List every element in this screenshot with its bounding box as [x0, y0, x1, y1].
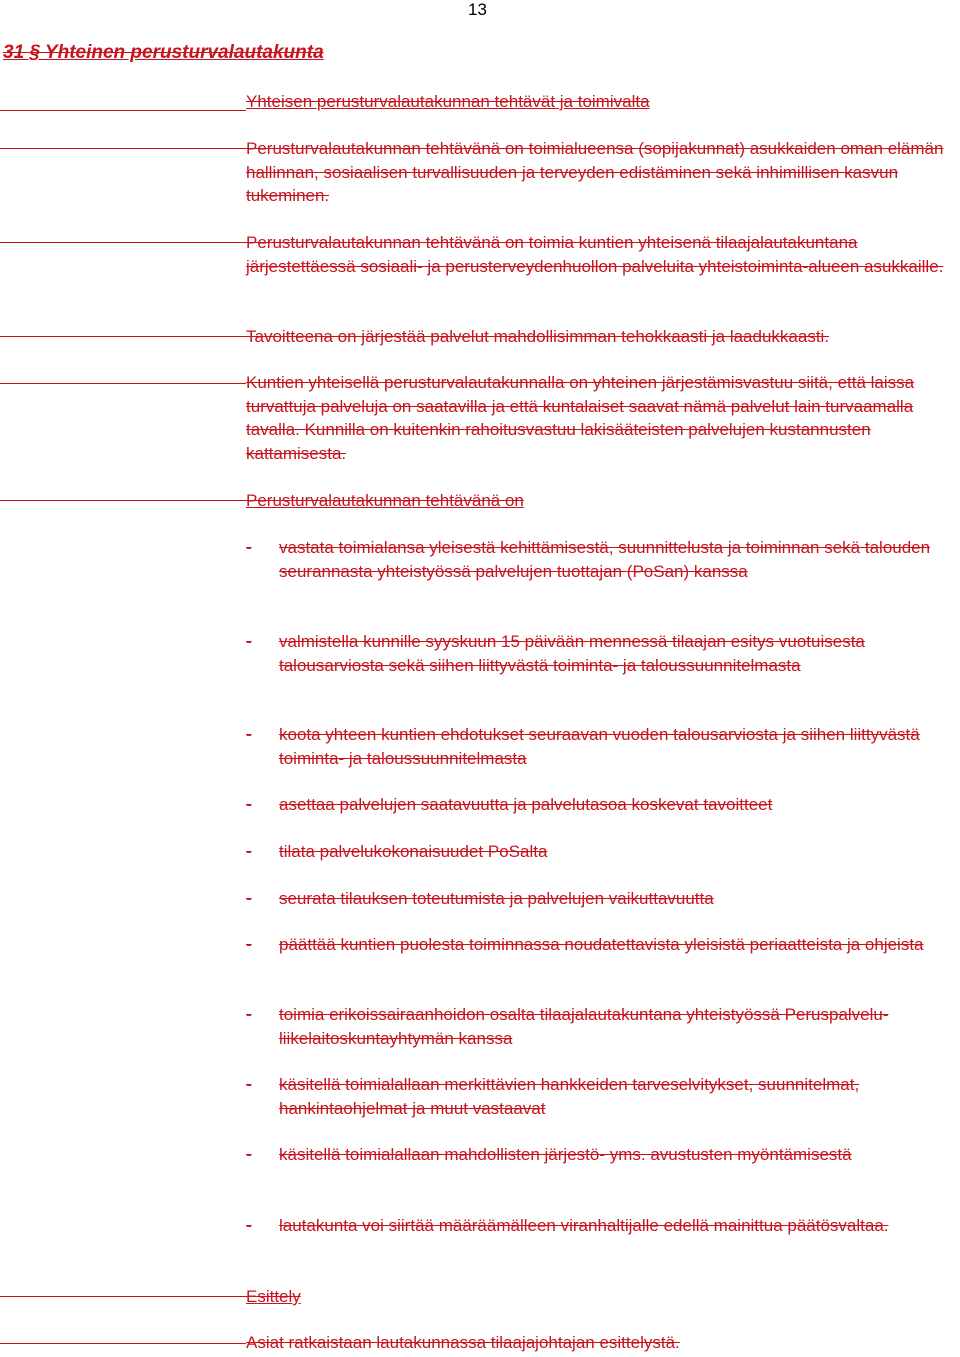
- list-item-text: käsitellä toimialallaan merkittävien hankkeiden tarveselvitykset, suunnitelmat, hankintaohjelmat ja muut vastaavat: [279, 1075, 860, 1118]
- page-number: 13: [468, 0, 487, 19]
- list-item-text: asettaa palvelujen saatavuutta ja palvelutasoa koskevat tavoitteet: [279, 795, 773, 814]
- revision-bar: [0, 336, 246, 337]
- list-dash: -: [246, 935, 252, 954]
- list-item: [246, 887, 958, 911]
- paragraph: Perusturvalautakunnan tehtävänä on toimialueensa (sopijakunnat) asukkaiden oman elämän hallinnan, sosiaalisen turvallisuuden ja terveyden edistäminen sekä inhimillisen kasvun tukeminen.: [246, 139, 944, 205]
- list-item-text: päättää kuntien puolesta toiminnassa noudatettavista yleisistä periaatteista ja ohjeista: [279, 935, 924, 954]
- list-heading: Perusturvalautakunnan tehtävänä on: [246, 491, 524, 510]
- revision-bar: [0, 500, 246, 501]
- list-item: [246, 1073, 958, 1120]
- list-item: [246, 630, 958, 677]
- revision-bar: [0, 110, 246, 111]
- section-heading: 31 § Yhteinen perusturvalautakunta: [3, 42, 324, 63]
- list-item: [246, 1214, 958, 1238]
- list-dash: -: [246, 889, 252, 908]
- list-item-text: lautakunta voi siirtää määräämälleen viranhaltijalle edellä mainittua päätösvaltaa.: [279, 1216, 889, 1235]
- list-dash: -: [246, 1216, 252, 1235]
- list-item: [246, 793, 958, 817]
- list-item-text: koota yhteen kuntien ehdotukset seuraavan vuoden talousarviosta ja siihen liittyvästä toiminta- ja taloussuunnitelmasta: [279, 725, 920, 768]
- list-dash: -: [246, 1145, 252, 1164]
- list-dash: -: [246, 538, 252, 557]
- list-item: [246, 933, 958, 957]
- paragraph: Tavoitteena on järjestää palvelut mahdollisimman tehokkaasti ja laadukkaasti.: [246, 327, 830, 346]
- revision-bar: [0, 242, 246, 243]
- presentation-text: Asiat ratkaistaan lautakunnassa tilaajajohtajan esittelystä.: [246, 1333, 680, 1352]
- list-item: [246, 1143, 958, 1167]
- revision-bar: [0, 383, 246, 384]
- list-item: [246, 723, 958, 770]
- list-item-text: tilata palvelukokonaisuudet PoSalta: [279, 842, 548, 861]
- list-item-text: toimia erikoissairaanhoidon osalta tilaajalautakuntana yhteistyössä Peruspalvelu-liikelaitoskuntayhtymän kanssa: [279, 1005, 889, 1048]
- list-item-text: seurata tilauksen toteutumista ja palvelujen vaikuttavuutta: [279, 889, 714, 908]
- revision-bar: [0, 1343, 246, 1344]
- list-dash: -: [246, 1005, 252, 1024]
- list-item: [246, 536, 958, 583]
- revision-bar: [0, 148, 246, 149]
- paragraph: Perusturvalautakunnan tehtävänä on toimia kuntien yhteisenä tilaajalautakuntana järjestettäessä sosiaali- ja perusterveydenhuollon palveluita yhteistoiminta-alueen asukkaille.: [246, 233, 944, 276]
- list-item-text: valmistella kunnille syyskuun 15 päivään mennessä tilaajan esitys vuotuisesta talousarviosta sekä siihen liittyvästä toiminta- ja taloussuunnitelmasta: [279, 632, 865, 675]
- list-dash: -: [246, 725, 252, 744]
- list-dash: -: [246, 1075, 252, 1094]
- list-item: [246, 840, 958, 864]
- list-dash: -: [246, 632, 252, 651]
- list-item-text: käsitellä toimialallaan mahdollisten järjestö- yms. avustusten myöntämisestä: [279, 1145, 852, 1164]
- list-item-text: vastata toimialansa yleisestä kehittämisestä, suunnittelusta ja toiminnan sekä talouden seurannasta yhteistyössä palvelujen tuottajan (PoSan) kanssa: [279, 538, 931, 581]
- list-item: [246, 1003, 958, 1050]
- presentation-heading: Esittely: [246, 1287, 301, 1306]
- list-dash: -: [246, 795, 252, 814]
- subheading: Yhteisen perusturvalautakunnan tehtävät ja toimivalta: [246, 92, 650, 111]
- revision-bar: [0, 1296, 246, 1297]
- list-dash: -: [246, 842, 252, 861]
- paragraph: Kuntien yhteisellä perusturvalautakunnalla on yhteinen järjestämisvastuu siitä, että laissa turvattuja palveluja on saatavilla ja että kuntalaiset saavat nämä palvelut lain turvaamalla tavalla. Kunnilla on kuitenkin rahoitusvastuu lakisääteisten palvelujen kustannusten kattamisesta.: [246, 373, 915, 463]
